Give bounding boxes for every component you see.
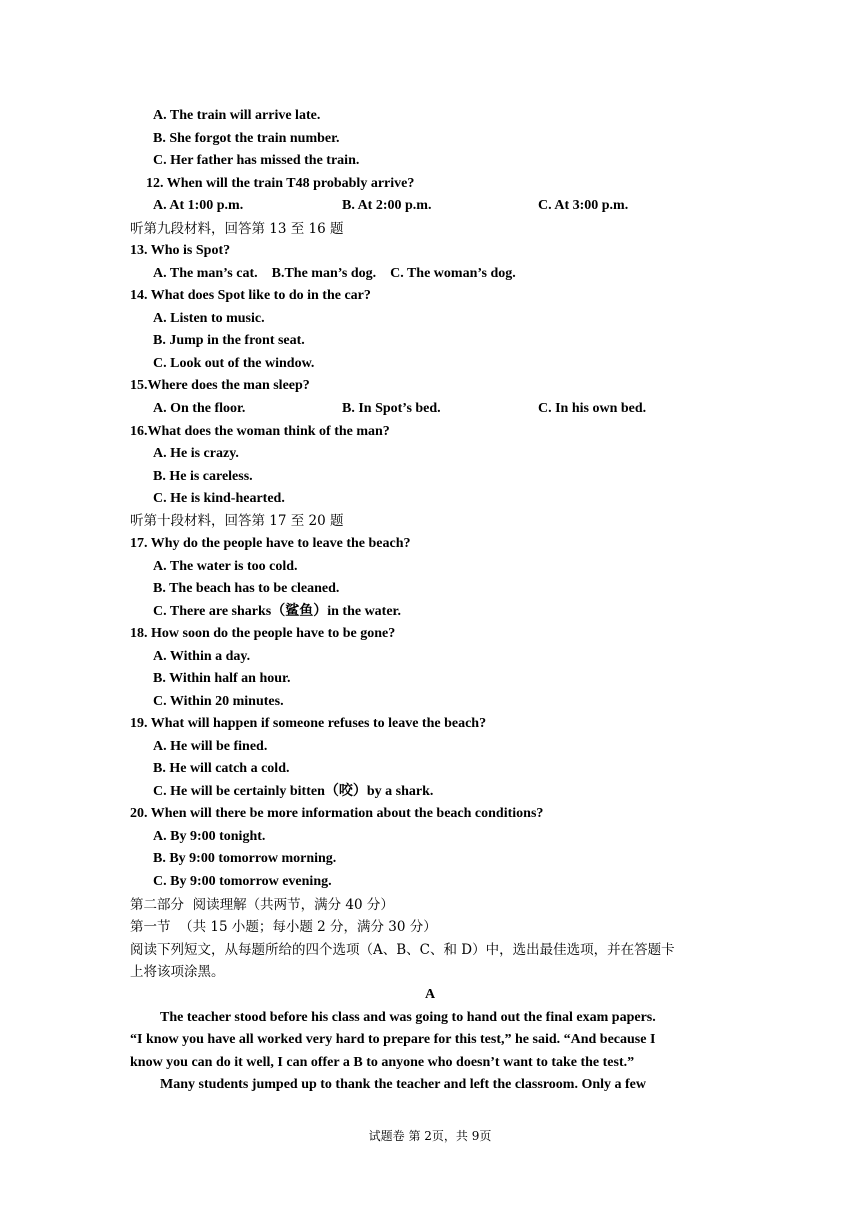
section-1-heading: 第一节 （共 15 小题；每小题 2 分，满分 30 分） — [130, 919, 437, 935]
question-19: 19. What will happen if someone refuses to leave the beach? — [130, 716, 487, 731]
q12-option-c: C. At 3:00 p.m. — [538, 198, 629, 213]
q12-option-b: B. At 2:00 p.m. — [342, 198, 432, 213]
q19-option-b: B. He will catch a cold. — [153, 761, 290, 776]
q17-option-c: C. There are sharks（鲨鱼）in the water. — [153, 604, 401, 619]
q20-option-a: A. By 9:00 tonight. — [153, 829, 266, 844]
reading-instruction-line-1: 阅读下列短文，从每题所给的四个选项（A、B、C、和 D）中，选出最佳选项，并在答题卡 — [130, 942, 675, 958]
q13-options: A. The man’s cat. B.The man’s dog. C. The woman’s dog. — [153, 266, 516, 281]
reading-instruction-line-2: 上将该项涂黑。 — [130, 964, 225, 980]
passage-label: A — [424, 987, 436, 1002]
q20-option-c: C. By 9:00 tomorrow evening. — [153, 874, 332, 889]
q16-option-b: B. He is careless. — [153, 469, 253, 484]
q12-option-a: A. At 1:00 p.m. — [153, 198, 244, 213]
question-18: 18. How soon do the people have to be gone? — [130, 626, 396, 641]
q18-option-c: C. Within 20 minutes. — [153, 694, 284, 709]
q18-option-b: B. Within half an hour. — [153, 671, 291, 686]
q15-option-c: C. In his own bed. — [538, 401, 647, 416]
part-2-heading: 第二部分 阅读理解（共两节，满分 40 分） — [130, 897, 394, 913]
q14-option-c: C. Look out of the window. — [153, 356, 315, 371]
q16-option-a: A. He is crazy. — [153, 446, 239, 461]
page-footer: 试题卷 第 2页，共 9页 — [368, 1129, 492, 1143]
question-15: 15.Where does the man sleep? — [130, 378, 310, 393]
question-12: 12. When will the train T48 probably arrive? — [146, 176, 415, 191]
q11-option-b: B. She forgot the train number. — [153, 131, 340, 146]
passage-line-1: The teacher stood before his class and was going to hand out the final exam papers. — [160, 1010, 656, 1025]
q17-option-a: A. The water is too cold. — [153, 559, 298, 574]
q15-option-b: B. In Spot’s bed. — [342, 401, 441, 416]
q14-option-a: A. Listen to music. — [153, 311, 265, 326]
q17-option-b: B. The beach has to be cleaned. — [153, 581, 340, 596]
q11-option-a: A. The train will arrive late. — [153, 108, 321, 123]
q16-option-c: C. He is kind-hearted. — [153, 491, 285, 506]
q15-option-a: A. On the floor. — [153, 401, 246, 416]
q14-option-b: B. Jump in the front seat. — [153, 333, 305, 348]
passage-line-4: Many students jumped up to thank the teacher and left the classroom. Only a few — [160, 1077, 646, 1092]
q18-option-a: A. Within a day. — [153, 649, 251, 664]
question-17: 17. Why do the people have to leave the beach? — [130, 536, 411, 551]
question-20: 20. When will there be more information about the beach conditions? — [130, 806, 544, 821]
question-16: 16.What does the woman think of the man? — [130, 424, 390, 439]
passage-line-2: “I know you have all worked very hard to prepare for this test,” he said. “And because I — [130, 1032, 656, 1047]
passage-line-3: know you can do it well, I can offer a B to anyone who doesn’t want to take the test.” — [130, 1055, 635, 1070]
q11-option-c: C. Her father has missed the train. — [153, 153, 360, 168]
section-9-instruction: 听第九段材料，回答第 13 至 16 题 — [130, 221, 344, 237]
section-10-instruction: 听第十段材料，回答第 17 至 20 题 — [130, 513, 344, 529]
question-14: 14. What does Spot like to do in the car? — [130, 288, 371, 303]
q20-option-b: B. By 9:00 tomorrow morning. — [153, 851, 337, 866]
q19-option-a: A. He will be fined. — [153, 739, 268, 754]
question-13: 13. Who is Spot? — [130, 243, 231, 258]
q19-option-c: C. He will be certainly bitten（咬）by a shark. — [153, 784, 434, 799]
